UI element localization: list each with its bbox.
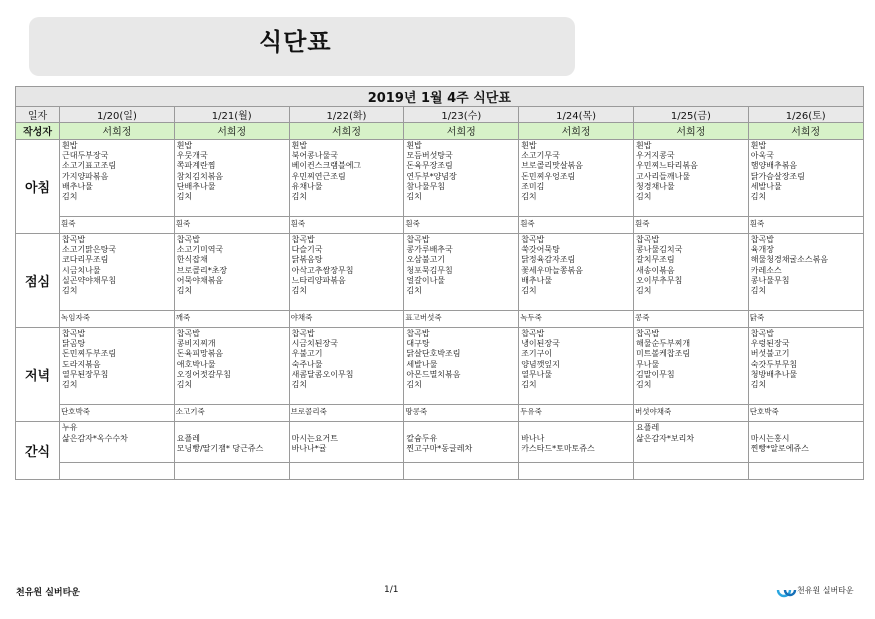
menu-item: 브로콜리맛살볶음 (521, 161, 584, 171)
menu-item: 흰밥 (750, 141, 767, 150)
menu-item: 흰밥 (291, 141, 308, 150)
porridge-cell (404, 311, 519, 328)
menu-item: 쑥갓어묵탕 (521, 245, 560, 255)
menu-item: 새콤달콤오이무침 (291, 369, 354, 379)
writer-row (16, 123, 864, 140)
menu-item: 김치 (62, 379, 78, 389)
snack-blank-cell (60, 463, 175, 480)
menu-item: 느타리양파볶음 (291, 275, 346, 285)
porridge-item: 흰죽 (749, 219, 765, 228)
porridge-cell (289, 311, 404, 328)
snack-cell (633, 422, 748, 463)
porridge-item: 흰죽 (61, 219, 76, 228)
menu-item: 찹곡밥 (291, 329, 315, 338)
menu-item: 도라지볶음 (62, 359, 101, 369)
porridge-item: 버섯야채죽 (634, 407, 672, 416)
meal-label: 저녁 (16, 328, 60, 422)
porridge-cell (174, 217, 289, 234)
meal-label: 점심 (16, 234, 60, 328)
snack-blank-cell (633, 463, 748, 480)
menu-item: 버섯불고기 (750, 349, 790, 359)
menu-item: 흰밥 (62, 141, 78, 150)
menu-item: 김치 (750, 191, 767, 201)
menu-item: 시금치된장국 (291, 339, 338, 349)
menu-item: 해물순두부찌개 (635, 339, 691, 349)
snack-item: 바나나 (521, 433, 545, 443)
snack-cell (174, 422, 289, 463)
menu-item: 김치 (635, 285, 652, 295)
menu-item: 다슬기국 (291, 245, 323, 255)
menu-cell (519, 140, 634, 217)
menu-item: 콩나물무침 (750, 275, 790, 285)
snack-item: 카스타드*토마토쥬스 (521, 444, 595, 453)
porridge-item: 흰죽 (175, 219, 191, 228)
menu-item: 김치 (635, 379, 652, 389)
table-title-row (16, 87, 864, 107)
snack-blank-cell (174, 463, 289, 480)
snack-item: 찐고구마*동글레차 (406, 444, 473, 453)
menu-item: 돈민찌우엉조림 (521, 171, 576, 181)
menu-item: 김치 (291, 379, 308, 389)
menu-item: 무나물 (635, 359, 660, 369)
snack-item: 바나나*귤 (291, 444, 327, 453)
menu-table (15, 86, 864, 480)
porridge-row (16, 405, 864, 422)
footer-logo-text: 천유원 실버타운 (797, 586, 854, 595)
snack-blank-cell (748, 463, 863, 480)
menu-item: 찹곡밥 (176, 235, 200, 244)
menu-item: 어묵야채볶음 (176, 275, 224, 285)
table-title: 2019년 1월 4주 식단표 (16, 87, 864, 107)
menu-item: 연두부*양념장 (406, 171, 457, 181)
menu-item: 세발나물 (750, 181, 782, 191)
date-cell: 1/26(토) (748, 107, 863, 123)
menu-cell (174, 328, 289, 405)
porridge-cell (404, 217, 519, 234)
menu-item: 참치김치볶음 (176, 171, 224, 181)
porridge-item: 소고기죽 (175, 407, 205, 416)
porridge-cell (633, 217, 748, 234)
menu-item: 세발나물 (406, 359, 438, 369)
menu-item: 조기구이 (521, 349, 553, 359)
meal-label: 간식 (16, 422, 60, 480)
menu-cell (404, 328, 519, 405)
date-cell: 1/21(월) (174, 107, 289, 123)
menu-item: 쪽파계란찜 (176, 161, 216, 171)
menu-item: 모듬버섯탕국 (406, 151, 453, 161)
date-label: 일자 (16, 107, 60, 123)
menu-item: 아욱국 (750, 151, 774, 161)
page-title: 식단표 (259, 28, 332, 56)
porridge-cell (633, 405, 748, 422)
menu-item: 청포묵김무침 (406, 265, 453, 275)
date-cell: 1/20(일) (60, 107, 175, 123)
menu-item: 열무나물 (521, 369, 553, 379)
menu-item: 오징어젓갈무침 (176, 369, 231, 379)
date-cell: 1/24(목) (519, 107, 634, 123)
menu-cell (404, 140, 519, 217)
menu-item: 배추나물 (62, 181, 93, 191)
writer-cell: 서희정 (633, 123, 748, 140)
menu-item: 카레소스 (750, 265, 782, 275)
menu-item: 참나물무침 (406, 181, 446, 191)
menu-item: 콩비지찌개 (176, 339, 216, 349)
porridge-cell (519, 405, 634, 422)
writer-cell: 서희정 (748, 123, 863, 140)
menu-cell (174, 140, 289, 217)
menu-item: 오삼불고기 (406, 255, 446, 265)
menu-item: 찹곡밥 (521, 329, 545, 338)
menu-item: 갈치무조림 (635, 255, 675, 265)
snack-item (751, 423, 863, 434)
snack-item (406, 423, 518, 434)
menu-item: 북어콩나물국 (291, 151, 338, 161)
porridge-item: 단호박죽 (749, 407, 779, 416)
snack-item (521, 423, 633, 434)
menu-item: 육개장 (750, 245, 774, 255)
menu-item: 대구탕 (406, 339, 430, 349)
menu-item: 단배추나물 (176, 181, 216, 191)
snack-item (177, 423, 289, 434)
snack-cell (519, 422, 634, 463)
menu-item: 찹곡밥 (406, 235, 430, 244)
menu-item: 돈육무장조림 (406, 161, 453, 171)
snack-blank-cell (404, 463, 519, 480)
meal-row (16, 140, 864, 217)
menu-item: 양념깻잎지 (521, 359, 560, 369)
menu-item: 청경채나물 (635, 181, 675, 191)
menu-item: 새송이볶음 (635, 265, 675, 275)
porridge-item: 흰죽 (520, 219, 535, 228)
porridge-item: 녹임자죽 (61, 313, 90, 322)
snack-row (16, 422, 864, 463)
date-cell: 1/23(수) (404, 107, 519, 123)
menu-cell (519, 328, 634, 405)
menu-item: 김치 (176, 285, 193, 295)
writer-cell: 서희정 (519, 123, 634, 140)
menu-item: 소고기무국 (521, 151, 560, 161)
menu-item: 김말이무침 (635, 369, 675, 379)
menu-item: 찹곡밥 (635, 235, 660, 244)
menu-item: 열무된장무침 (62, 369, 109, 379)
menu-item: 가지양파볶음 (62, 171, 109, 181)
writer-cell: 서희정 (60, 123, 175, 140)
snack-item: 삶은감자*보리차 (635, 433, 695, 443)
menu-item: 오이부추무침 (635, 275, 683, 285)
porridge-cell (174, 405, 289, 422)
porridge-item: 깨죽 (175, 313, 191, 322)
menu-item: 숙갓두부무침 (750, 359, 798, 369)
writer-label: 작성자 (16, 123, 60, 140)
porridge-item: 표고버섯죽 (405, 313, 442, 322)
menu-item: 한식잡채 (176, 255, 208, 265)
menu-item: 시금치나물 (62, 265, 101, 275)
menu-item: 우민찌연근조림 (291, 171, 346, 181)
snack-item: 요플레 (635, 423, 660, 432)
menu-item: 김치 (406, 379, 422, 389)
menu-item: 실곤약야채무침 (62, 275, 117, 285)
writer-cell: 서희정 (174, 123, 289, 140)
snack-cell (60, 422, 175, 463)
menu-item: 김치 (406, 191, 422, 201)
porridge-cell (60, 405, 175, 422)
menu-item: 유채나물 (291, 181, 323, 191)
menu-item: 애호박나물 (176, 359, 216, 369)
writer-cell: 서희정 (289, 123, 404, 140)
menu-cell (748, 140, 863, 217)
menu-item: 배추나물 (521, 275, 553, 285)
menu-item: 미트볼케찹조림 (635, 349, 691, 359)
menu-item: 흰밥 (635, 141, 652, 150)
menu-item: 청방배추나물 (750, 369, 798, 379)
snack-item: 삶은감자*옥수수차 (62, 433, 128, 443)
menu-item: 찹곡밥 (176, 329, 200, 338)
snack-item (292, 423, 404, 434)
menu-cell (174, 234, 289, 311)
menu-cell (289, 234, 404, 311)
menu-item: 닭정육감자조림 (521, 255, 576, 265)
porridge-cell (748, 405, 863, 422)
menu-cell (633, 234, 748, 311)
date-cell: 1/22(화) (289, 107, 404, 123)
snack-blank-cell (289, 463, 404, 480)
porridge-item: 흰죽 (290, 219, 306, 228)
snack-item: 누유 (62, 423, 78, 432)
menu-item: 찹곡밥 (521, 235, 545, 244)
menu-item: 찹곡밥 (750, 235, 774, 244)
footer-org-name: 천유원 실버타운 (16, 588, 80, 598)
menu-cell (404, 234, 519, 311)
menu-item: 콩나물김치국 (635, 245, 683, 255)
meal-row (16, 234, 864, 311)
menu-cell (60, 234, 175, 311)
footer-page-number: 1/1 (384, 585, 399, 595)
menu-item: 해물청경채굴소스볶음 (750, 255, 829, 265)
menu-item: 얼갈이나물 (406, 275, 446, 285)
menu-cell (633, 328, 748, 405)
snack-item: 요플레 (176, 433, 200, 443)
menu-cell (748, 234, 863, 311)
date-cell: 1/25(금) (633, 107, 748, 123)
menu-item: 소고기표고조림 (62, 161, 117, 171)
menu-item: 닭곰탕 (62, 339, 86, 349)
snack-cell (404, 422, 519, 463)
menu-item: 브로콜리*초장 (176, 265, 228, 275)
menu-cell (60, 328, 175, 405)
menu-item: 아삭고추쌈장무침 (291, 265, 354, 275)
menu-item: 닭볶음탕 (291, 255, 323, 265)
snack-item: 마시는요거트 (291, 433, 338, 443)
menu-item: 김치 (750, 379, 767, 389)
menu-item: 베이컨스크램블에그 (291, 161, 362, 171)
snack-item: 찐빵*알로에쥬스 (750, 444, 809, 453)
porridge-row (16, 217, 864, 234)
menu-item: 김치 (62, 285, 78, 295)
menu-item: 고사리들깨나물 (635, 171, 691, 181)
porridge-cell (748, 217, 863, 234)
menu-item: 아몬드멸치볶음 (406, 369, 461, 379)
menu-item: 찹곡밥 (62, 329, 86, 338)
menu-item: 김치 (635, 191, 652, 201)
menu-item: 흰밥 (521, 141, 537, 150)
menu-cell (289, 140, 404, 217)
porridge-cell (289, 217, 404, 234)
menu-item: 조미김 (521, 181, 545, 191)
porridge-item: 닭죽 (749, 313, 765, 322)
snack-cell (748, 422, 863, 463)
menu-item: 햄양배추볶음 (750, 161, 798, 171)
menu-item: 찹곡밥 (62, 235, 86, 244)
menu-item: 소고기맑은탕국 (62, 245, 117, 255)
menu-item: 찹곡밥 (406, 329, 430, 338)
menu-item: 김치 (521, 191, 537, 201)
menu-cell (519, 234, 634, 311)
menu-item: 흰밥 (406, 141, 422, 150)
porridge-row (16, 311, 864, 328)
porridge-item: 야채죽 (290, 313, 313, 322)
menu-item: 김치 (176, 191, 193, 201)
porridge-cell (289, 405, 404, 422)
meal-label: 아침 (16, 140, 60, 234)
menu-item: 찹곡밥 (635, 329, 660, 338)
menu-item: 돈민찌두부조림 (62, 349, 117, 359)
menu-item: 김치 (521, 285, 537, 295)
menu-item: 김치 (291, 191, 308, 201)
date-row (16, 107, 864, 123)
porridge-item: 단호박죽 (61, 407, 90, 416)
porridge-item: 콩죽 (634, 313, 650, 322)
menu-item: 우렁된장국 (750, 339, 790, 349)
porridge-cell (60, 311, 175, 328)
menu-item: 찹곡밥 (750, 329, 774, 338)
menu-item: 김치 (750, 285, 767, 295)
porridge-cell (60, 217, 175, 234)
menu-item: 우불고기 (291, 349, 323, 359)
porridge-cell (404, 405, 519, 422)
menu-item: 숙주나물 (291, 359, 323, 369)
menu-item: 소고기미역국 (176, 245, 224, 255)
porridge-item: 흰죽 (634, 219, 650, 228)
menu-cell (748, 328, 863, 405)
menu-cell (60, 140, 175, 217)
menu-item: 코다리무조림 (62, 255, 109, 265)
menu-item: 우뭇개국 (176, 151, 208, 161)
menu-item: 돈육피망볶음 (176, 349, 224, 359)
snack-cell (289, 422, 404, 463)
menu-item: 닭살단호박조림 (406, 349, 461, 359)
menu-item: 근대두부장국 (62, 151, 109, 161)
snack-item: 칼슘두유 (406, 433, 438, 443)
menu-item: 찹곡밥 (291, 235, 315, 244)
porridge-cell (174, 311, 289, 328)
porridge-cell (519, 217, 634, 234)
snack-item: 마시는홍시 (750, 433, 790, 443)
menu-cell (633, 140, 748, 217)
porridge-item: 녹두죽 (520, 313, 542, 322)
menu-item: 꽃세우마늘쫑볶음 (521, 265, 584, 275)
menu-item: 흰밥 (176, 141, 193, 150)
snack-item: 모닝빵/딸기잼* 당근쥬스 (176, 444, 264, 453)
porridge-item: 두유죽 (520, 407, 542, 416)
porridge-cell (748, 311, 863, 328)
writer-cell: 서희정 (404, 123, 519, 140)
menu-item: 닭가슴살장조림 (750, 171, 805, 181)
menu-item: 김치 (291, 285, 308, 295)
meal-row (16, 328, 864, 405)
menu-item: 김치 (521, 379, 537, 389)
menu-item: 김치 (176, 379, 193, 389)
menu-item: 김치 (62, 191, 78, 201)
menu-item: 김치 (406, 285, 422, 295)
porridge-cell (633, 311, 748, 328)
menu-item: 우거지콩국 (635, 151, 675, 161)
menu-item: 콩가루배추국 (406, 245, 453, 255)
porridge-item: 땅콩죽 (405, 407, 428, 416)
porridge-cell (519, 311, 634, 328)
porridge-item: 브로콜리죽 (290, 407, 327, 416)
menu-item: 냉이된장국 (521, 339, 560, 349)
porridge-item: 흰죽 (405, 219, 420, 228)
snack-blank-row (16, 463, 864, 480)
menu-cell (289, 328, 404, 405)
snack-blank-cell (519, 463, 634, 480)
menu-item: 우민찌느타리볶음 (635, 161, 698, 171)
